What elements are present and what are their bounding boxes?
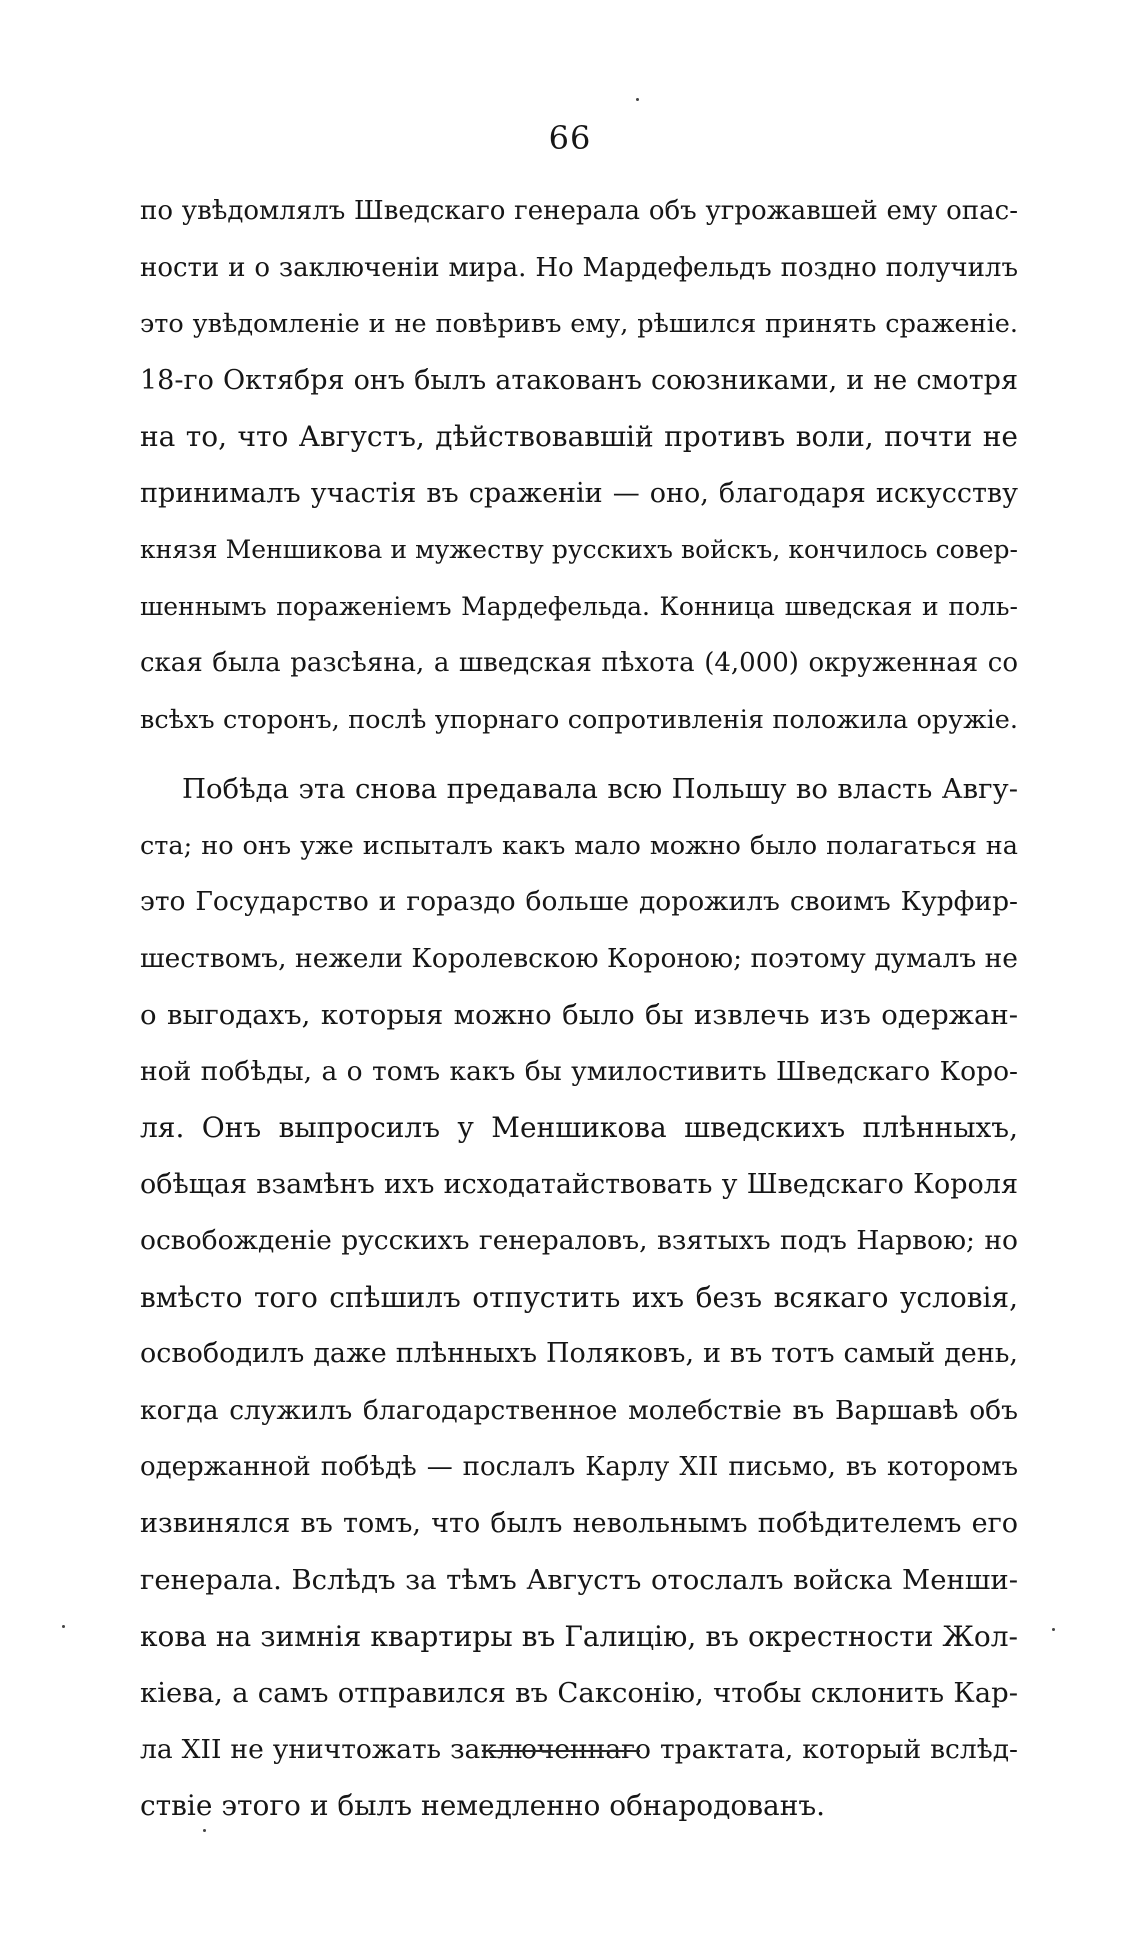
text-line: шеннымъ пораженіемъ Мардефельда. Конница шведская и поль- [140,591,1018,621]
text-line: освободилъ даже плѣнныхъ Поляковъ, и въ тотъ самый день, [140,1338,1018,1369]
text-line: ста; но онъ уже испыталъ какъ мало можно было полагаться на [140,830,1018,861]
text-line: ла XII не уничтожать заключеннаго трактата, который вслѣд- [140,1733,1018,1765]
text-line: ствіе этого и былъ немедленно обнародованъ. [140,1789,826,1822]
text-line: освобожденіе русскихъ генераловъ, взятыхъ подъ Нарвою; но [140,1225,1018,1256]
end-of-section-rule [482,1750,640,1752]
text-line: извинялся въ томъ, что былъ невольнымъ побѣдителемъ его [140,1507,1018,1539]
text-line: одержанной побѣдѣ — послалъ Карлу XII письмо, въ которомъ [140,1452,1018,1482]
text-line: на то, что Августъ, дѣйствовавшій противъ воли, почти не [140,420,1018,453]
text-line: это Государство и гораздо больше дорожилъ своимъ Курфир- [140,886,1018,917]
scan-speck [203,1829,206,1832]
text-line: по увѣдомлялъ Шведскаго генерала объ угрожавшей ему опас- [140,196,1018,226]
body-text [140,183,1018,1835]
scan-speck [62,1625,65,1628]
text-line: Побѣда эта снова предавала всю Польшу во власть Авгу- [182,773,1018,805]
text-line: о выгодахъ, которыя можно было бы извлечь изъ одержан- [140,999,1018,1031]
text-line: принималъ участія въ сраженіи — оно, благодаря искусству [140,477,1018,509]
text-line: ская была разсѣяна, а шведская пѣхота (4,000) окруженная со [140,648,1018,678]
text-line: всѣхъ сторонъ, послѣ упорнаго сопротивленія положила оружіе. [140,704,1018,735]
text-line: когда служилъ благодарственное молебствіе въ Варшавѣ объ [140,1394,1018,1426]
scan-speck [636,98,639,101]
text-line: это увѣдомленіе и не повѣривъ ему, рѣшился принять сраженіе. [140,309,1018,339]
scan-speck [1052,1628,1055,1631]
text-line: вмѣсто того спѣшилъ отпустить ихъ безъ всякаго условія, [140,1280,1018,1314]
text-line: обѣщая взамѣнъ ихъ исходатайствовать у Шведскаго Короля [140,1168,1018,1200]
paragraph-1 [140,183,1018,748]
text-line: шествомъ, нежели Королевскою Короною; поэтому думалъ не [140,942,1018,974]
text-line: князя Меншикова и мужеству русскихъ войскъ, кончилось совер- [140,535,1018,564]
text-line: 18-го Октября онъ былъ атакованъ союзниками, и не смотря [140,364,1018,396]
text-line: ности и о заключеніи мира. Но Мардефельдъ поздно получилъ [140,252,1018,283]
paragraph-2 [140,761,1018,1835]
text-line: кіева, а самъ отправился въ Саксонію, чтобы склонить Кар- [140,1677,1018,1709]
text-line: кова на зимнія квартиры въ Галицію, въ окрестности Жол- [140,1619,1018,1653]
text-line: генерала. Вслѣдъ за тѣмъ Августъ отослалъ войска Менши- [140,1564,1018,1596]
page-number: 66 [548,119,592,157]
text-line: ной побѣды, а о томъ какъ бы умилостивить Шведскаго Коро- [140,1055,1018,1087]
text-line: ля. Онъ выпросилъ у Меншикова шведскихъ плѣнныхъ, [140,1111,1018,1144]
